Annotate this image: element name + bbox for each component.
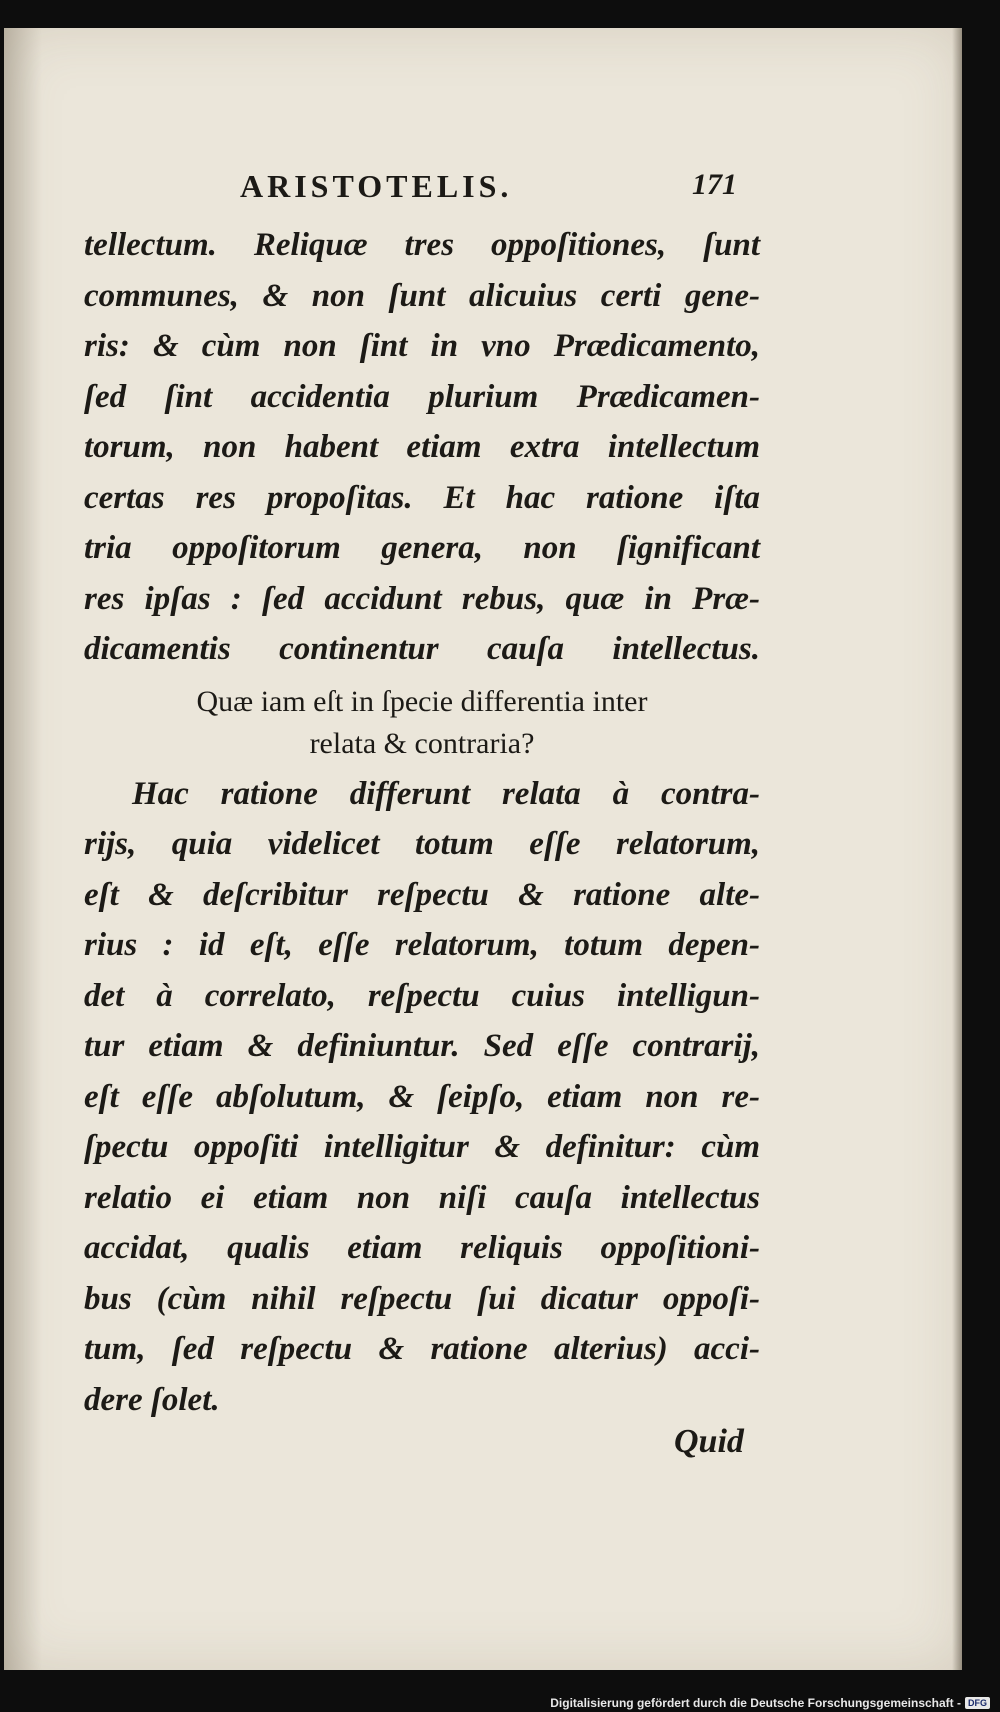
text-line: tellectum. Reliquæ tres oppoſitiones, ſunt — [84, 227, 760, 263]
book-page — [4, 28, 962, 1670]
text-line: tria oppoſitorum genera, non ſignificant — [84, 530, 760, 566]
text-block — [84, 220, 760, 1425]
text-line: dere ſolet. — [84, 1381, 220, 1418]
catchword: Quid — [674, 1423, 744, 1460]
text-line: accidat, qualis etiam reliquis oppoſitioni- — [84, 1230, 760, 1266]
heading-line: Quæ iam eſt in ſpecie differentia inter — [196, 684, 648, 718]
text-line: certas res propoſitas. Et hac ratione iſta — [84, 479, 760, 516]
text-line: relatio ei etiam non niſi cauſa intellectus — [84, 1179, 760, 1216]
text-line: ris: & cùm non ſint in vno Prædicamento, — [84, 328, 760, 364]
text-line: eſt eſſe abſolutum, & ſeipſo, etiam non re- — [84, 1078, 760, 1115]
text-line: rijs, quia videlicet totum eſſe relatorum, — [84, 826, 760, 862]
paragraph-2 — [84, 769, 760, 1426]
dfg-logo: DFG — [965, 1697, 990, 1709]
text-line: det à correlato, reſpectu cuius intelligun- — [84, 977, 760, 1014]
page-number: 171 — [692, 168, 737, 201]
heading-line: relata & contraria? — [309, 726, 535, 760]
text-line: tur etiam & definiuntur. Sed eſſe contrarij, — [84, 1028, 760, 1064]
text-line: communes, & non ſunt alicuius certi gene- — [84, 277, 760, 314]
running-head: ARISTOTELIS. — [240, 168, 513, 204]
gutter-shadow — [4, 28, 42, 1670]
text-line: eſt & deſcribitur reſpectu & ratione alte- — [84, 876, 760, 913]
page-edge-shadow — [952, 28, 962, 1670]
text-line: torum, non habent etiam extra intellectum — [84, 429, 760, 465]
text-line: tum, ſed reſpectu & ratione alterius) acci- — [84, 1331, 760, 1367]
question-heading — [84, 681, 760, 765]
text-line: ſed ſint accidentia plurium Prædicamen- — [84, 378, 760, 415]
paragraph-1 — [84, 220, 760, 675]
text-line: Hac ratione differunt relata à contra- — [132, 775, 760, 812]
footer-text: Digitalisierung gefördert durch die Deutsche Forschungsgemeinschaft - — [550, 1696, 961, 1710]
digitization-footer — [550, 1696, 990, 1710]
text-line: rius : id eſt, eſſe relatorum, totum depen- — [84, 927, 760, 963]
text-line: res ipſas : ſed accidunt rebus, quæ in Præ- — [84, 580, 760, 617]
text-line: bus (cùm nihil reſpectu ſui dicatur oppoſi- — [84, 1280, 760, 1317]
text-line: dicamentis continentur cauſa intellectus. — [84, 631, 760, 667]
text-line: ſpectu oppoſiti intelligitur & definitur: cùm — [84, 1129, 760, 1165]
